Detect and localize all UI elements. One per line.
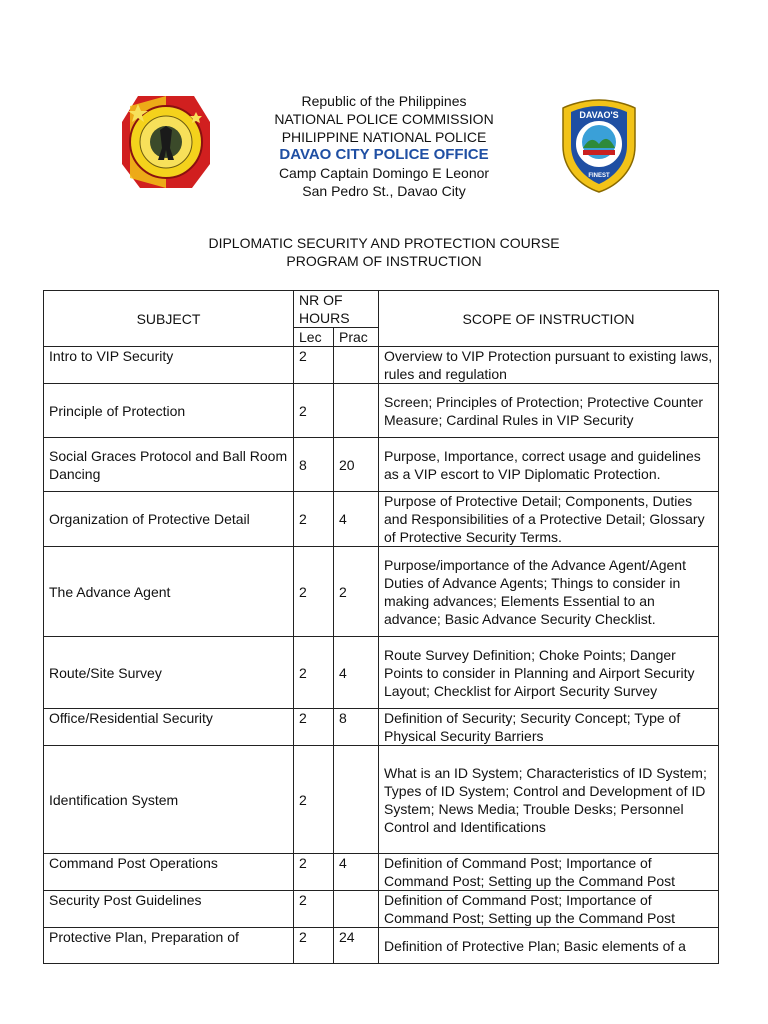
lec-cell: 2 [294,928,334,964]
program-table [43,290,719,964]
office-name: DAVAO CITY POLICE OFFICE [279,146,489,163]
table-row [44,438,719,492]
lec-cell: 2 [294,746,334,854]
course-title: DIPLOMATIC SECURITY AND PROTECTION COURSE [208,235,560,251]
republic-line: Republic of the Philippines [301,93,467,109]
prac-cell: 20 [334,438,379,492]
subject-cell: Intro to VIP Security [44,347,294,384]
subject-cell: Protective Plan, Preparation of [44,928,294,964]
lec-cell: 2 [294,891,334,928]
table-row [44,492,719,547]
scope-cell: What is an ID System; Characteristics of ID System; Types of ID System; Control and Development of ID System; News Media; Trouble Desks; Personnel Control and Identifications [379,746,719,854]
scope-cell: Purpose, Importance, correct usage and guidelines as a VIP escort to VIP Diplomatic Protection. [379,438,719,492]
prac-cell: 4 [334,637,379,709]
subject-header: SUBJECT [44,291,294,347]
table-row [44,637,719,709]
table-row [44,891,719,928]
lec-header: Lec [294,328,334,347]
table-row [44,709,719,746]
prac-cell: 8 [334,709,379,746]
subject-cell: Organization of Protective Detail [44,492,294,547]
table-row [44,928,719,964]
lec-cell: 8 [294,438,334,492]
lec-cell: 2 [294,709,334,746]
prac-cell: 4 [334,492,379,547]
subject-cell: The Advance Agent [44,547,294,637]
scope-cell: Definition of Command Post; Importance of Command Post; Setting up the Command Post [379,891,719,928]
lec-cell: 2 [294,547,334,637]
pnp-line: PHILIPPINE NATIONAL POLICE [281,129,487,145]
prac-cell [334,347,379,384]
prac-cell [334,891,379,928]
scope-cell: Purpose/importance of the Advance Agent/Agent Duties of Advance Agents; Things to consider in making advances; Elements Essential to an advance; Basic Advance Security Checklist. [379,547,719,637]
commission-line: NATIONAL POLICE COMMISSION [274,111,494,127]
scope-cell: Screen; Principles of Protection; Protective Counter Measure; Cardinal Rules in VIP Security [379,384,719,438]
table-row [44,854,719,891]
scope-cell: Route Survey Definition; Choke Points; Danger Points to consider in Planning and Airport Security Layout; Checklist for Airport Security Survey [379,637,719,709]
subject-cell: Command Post Operations [44,854,294,891]
prac-cell: 24 [334,928,379,964]
camp-line: Camp Captain Domingo E Leonor [278,165,490,181]
prac-header: Prac [334,328,379,347]
table-row [44,384,719,438]
prac-cell [334,746,379,854]
scope-cell: Definition of Protective Plan; Basic elements of a [379,928,719,964]
lec-cell: 2 [294,492,334,547]
prac-cell [334,384,379,438]
seal-bottom-text: FINEST [588,173,610,179]
scope-cell: Definition of Command Post; Importance of Command Post; Setting up the Command Post [379,854,719,891]
table-row [44,547,719,637]
hours-header: NR OF HOURS [294,291,379,328]
lec-cell: 2 [294,637,334,709]
prac-cell: 2 [334,547,379,637]
subject-cell: Principle of Protection [44,384,294,438]
subject-cell: Office/Residential Security [44,709,294,746]
scope-cell: Purpose of Protective Detail; Components, Duties and Responsibilities of a Protective Detail; Glossary of Protective Security Terms. [379,492,719,547]
subject-cell: Social Graces Protocol and Ball Room Dancing [44,438,294,492]
scope-header: SCOPE OF INSTRUCTION [379,291,719,347]
subject-cell: Security Post Guidelines [44,891,294,928]
table-row [44,347,719,384]
address-line: San Pedro St., Davao City [302,183,466,199]
seal-top-text: DAVAO'S [579,110,619,120]
scope-cell: Definition of Security; Security Concept; Type of Physical Security Barriers [379,709,719,746]
prac-cell: 4 [334,854,379,891]
program-title: PROGRAM OF INSTRUCTION [286,253,482,269]
subject-cell: Identification System [44,746,294,854]
scope-cell: Overview to VIP Protection pursuant to existing laws, rules and regulation [379,347,719,384]
table-row [44,746,719,854]
lec-cell: 2 [294,384,334,438]
subject-cell: Route/Site Survey [44,637,294,709]
lec-cell: 2 [294,347,334,384]
lec-cell: 2 [294,854,334,891]
